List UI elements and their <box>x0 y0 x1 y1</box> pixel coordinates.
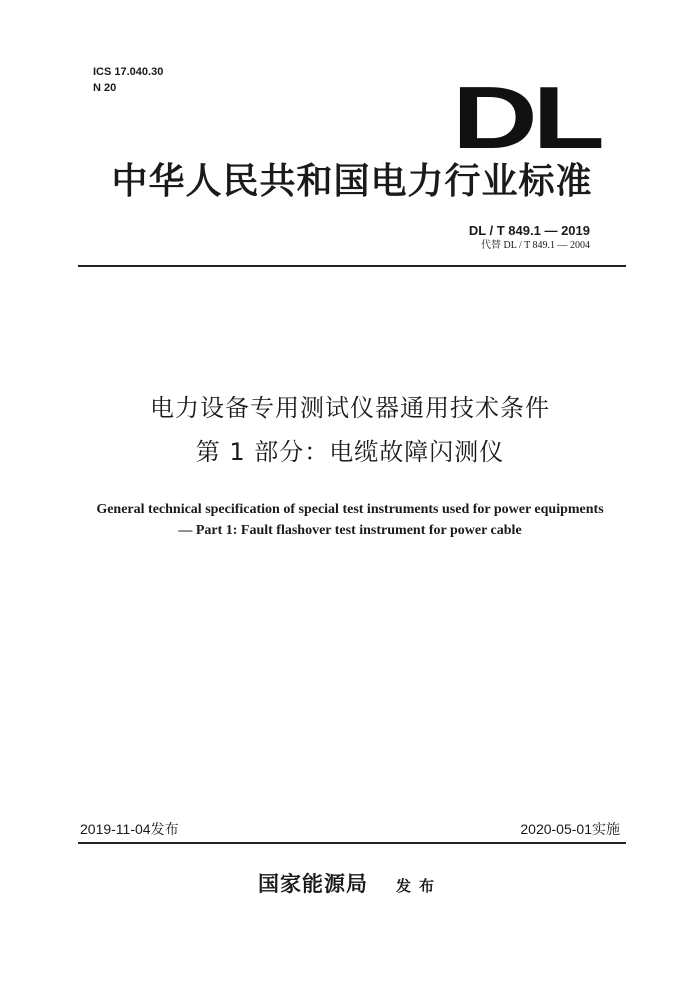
effective-date: 2020-05-01实施 <box>520 821 620 837</box>
title-cn-line1: 电力设备专用测试仪器通用技术条件 <box>150 394 550 422</box>
publisher-name: 国家能源局 <box>257 872 368 896</box>
publisher <box>0 871 700 899</box>
classification-codes <box>93 64 163 96</box>
title-en-line1: General technical specification of special test instruments used for power equipments <box>96 502 604 517</box>
header-divider <box>78 265 626 267</box>
publisher-action: 发布 <box>395 877 442 895</box>
ics-code: ICS 17.040.30 <box>93 66 164 78</box>
org-title: 中华人民共和国电力行业标准 <box>111 161 593 202</box>
title-en-line2: — Part 1: Fault flashover test instrument for power cable <box>178 523 522 538</box>
standard-number: DL / T 849.1 — 2019 <box>468 223 590 238</box>
footer-divider <box>78 842 626 844</box>
replaces-standard: 代替 DL / T 849.1 — 2004 <box>481 240 590 251</box>
dl-logo: DL <box>452 68 600 167</box>
title-cn-line2: 第 1 部分：电缆故障闪测仪 <box>195 438 505 466</box>
ccs-code: N 20 <box>93 82 117 94</box>
standard-number-block <box>469 222 590 253</box>
publish-date: 2019-11-04发布 <box>80 821 179 837</box>
